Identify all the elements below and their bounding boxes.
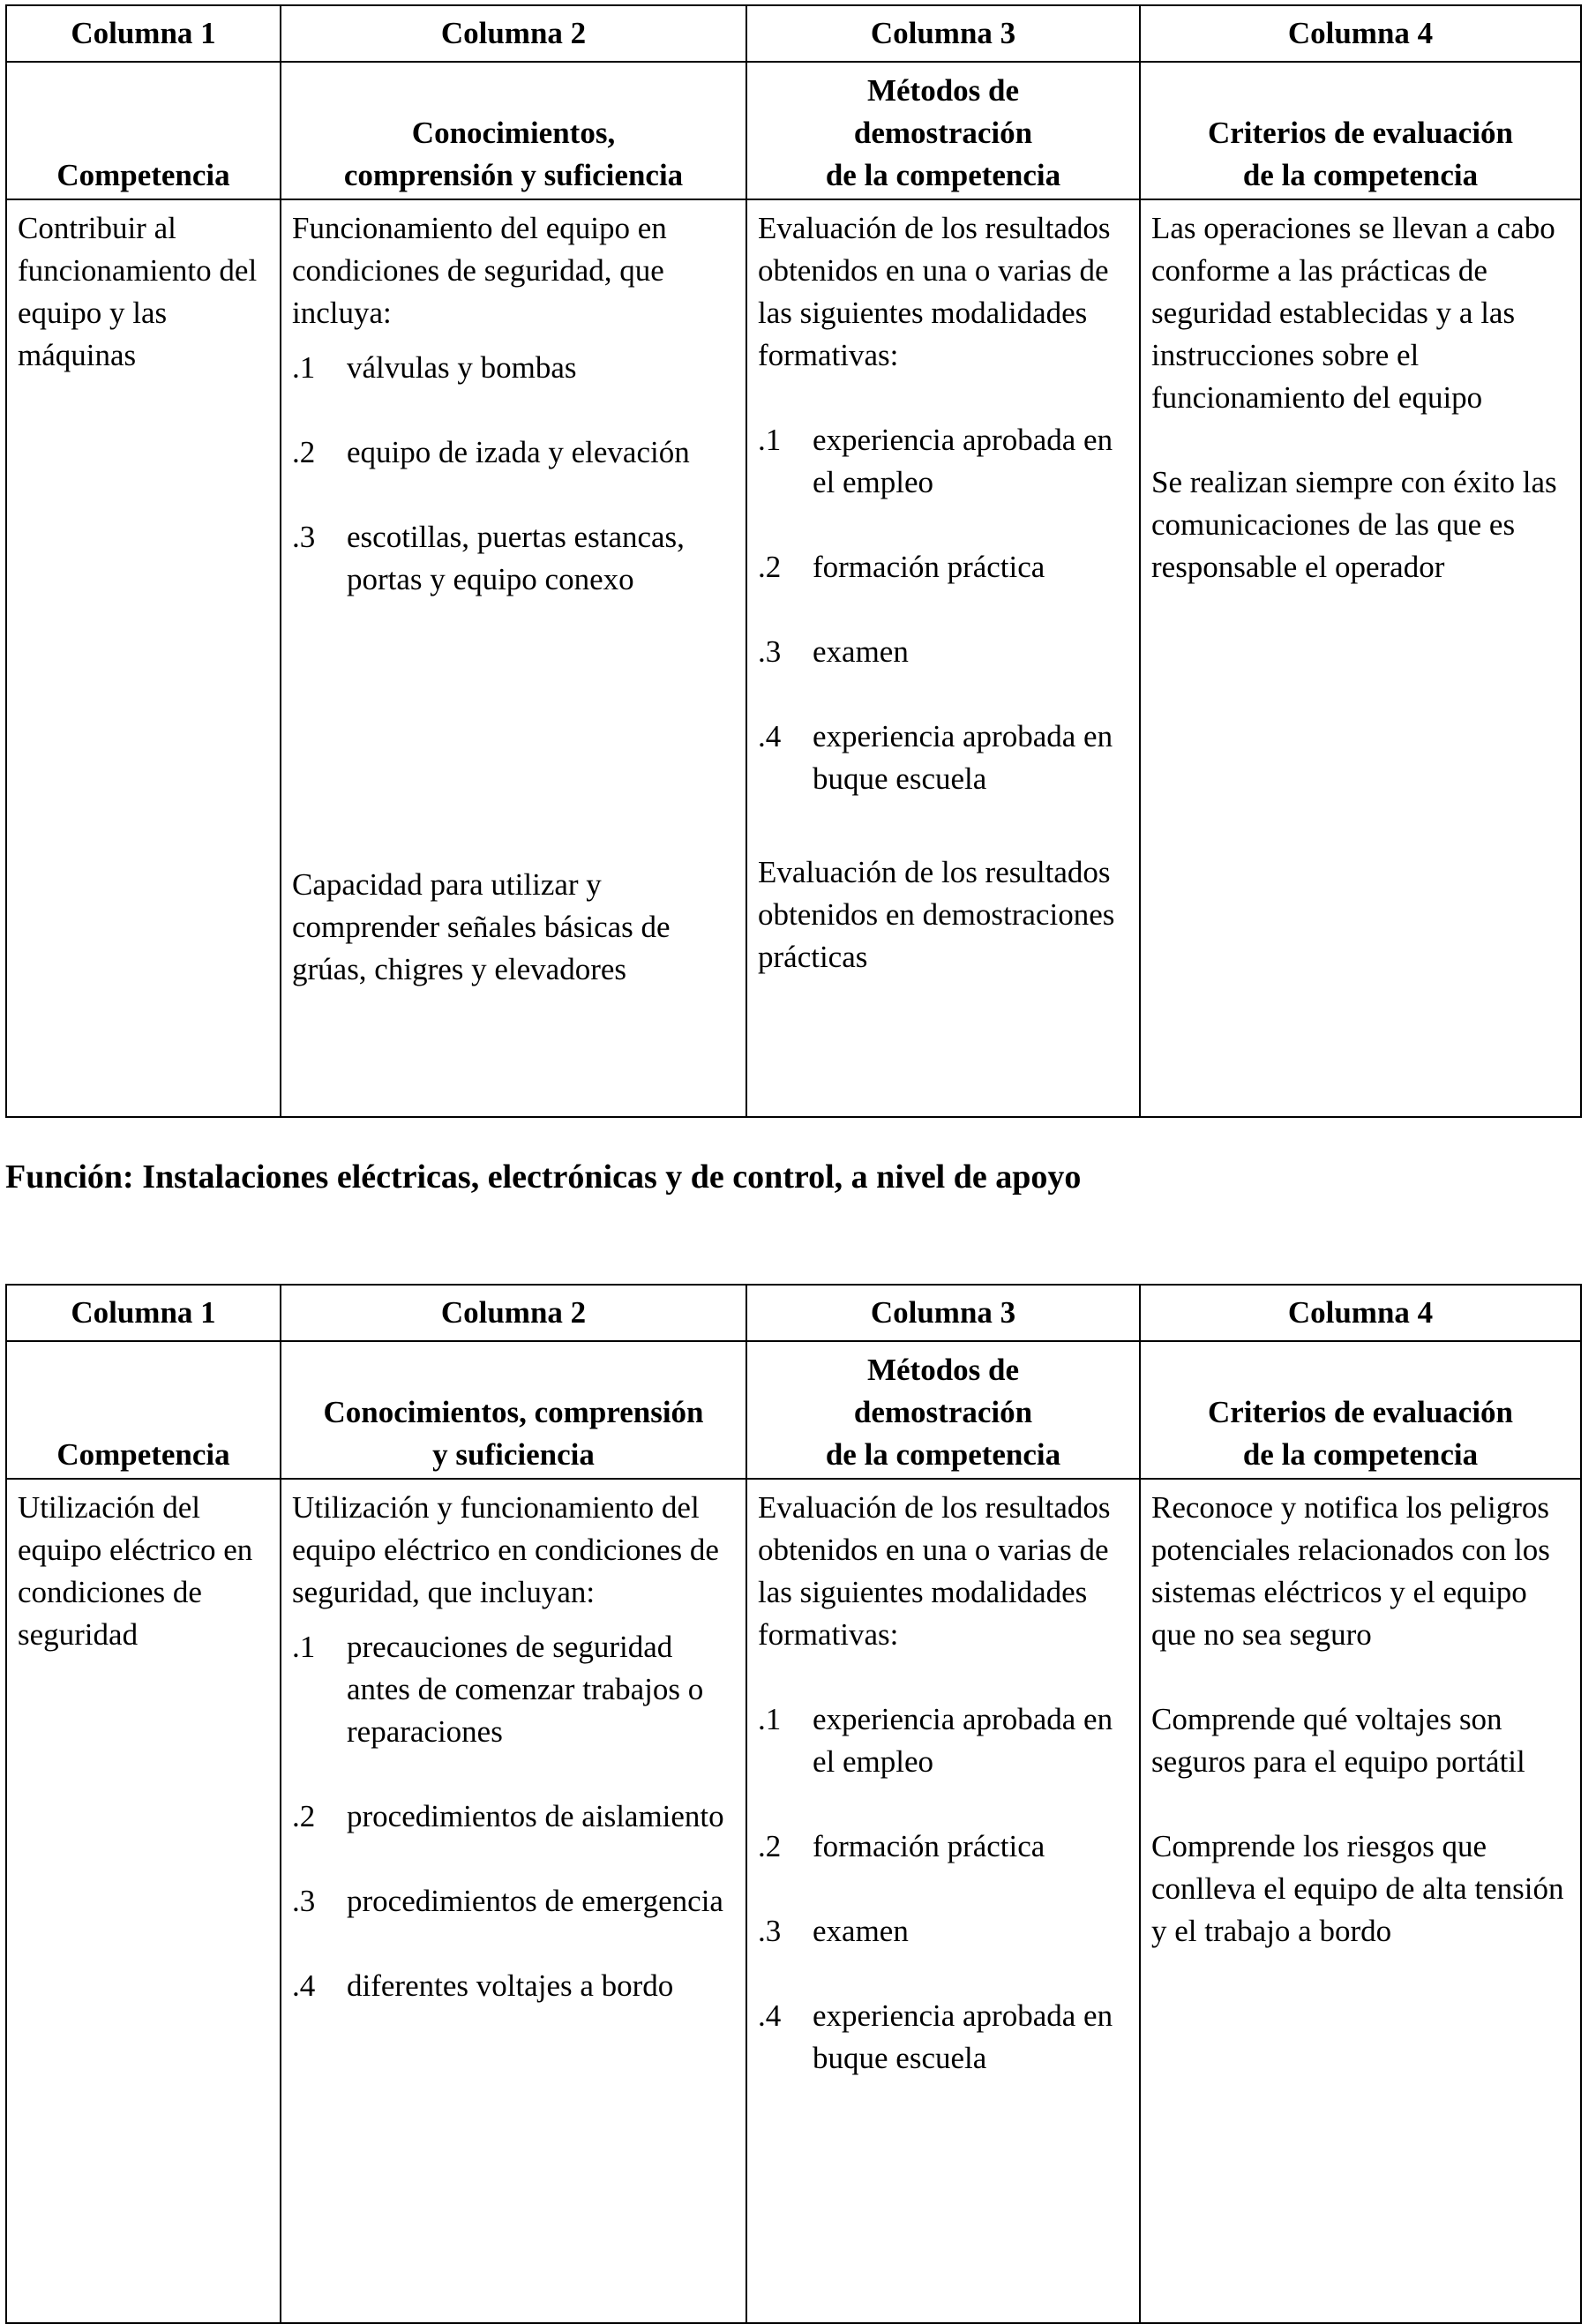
list-item	[292, 1795, 738, 1838]
knowledge-intro: Funcionamiento del equipo en condiciones de seguridad, que incluya:	[292, 211, 667, 330]
table-row	[6, 1479, 1581, 2323]
item-number: .3	[292, 1884, 316, 1918]
item-text: experiencia aprobada en buque escuela	[813, 719, 1113, 796]
list-item	[758, 546, 1132, 588]
criteria-paragraph: Comprende qué voltajes son seguros para el equipo portátil	[1151, 1702, 1525, 1779]
column-header-2: Columna 2	[281, 1285, 746, 1341]
list-item	[292, 431, 738, 474]
item-text: diferentes voltajes a bordo	[347, 1968, 674, 2003]
list-item	[758, 1825, 1132, 1868]
competence-cell	[6, 1479, 281, 2323]
column-header-4: Columna 4	[1140, 1285, 1581, 1341]
table-header-row	[6, 1285, 1581, 1341]
competence-text: Utilización del equipo eléctrico en condiciones de seguridad	[18, 1490, 253, 1652]
column-header-1: Columna 1	[6, 1285, 281, 1341]
methods-cell	[746, 199, 1140, 1117]
column-header-3: Columna 3	[746, 1285, 1140, 1341]
list-item	[292, 1880, 738, 1923]
item-number: .3	[292, 520, 316, 554]
methods-intro: Evaluación de los resultados obtenidos en una o varias de las siguientes modalidades formativas:	[758, 211, 1111, 372]
competence-table-1	[5, 4, 1582, 1118]
item-number: .4	[292, 1968, 316, 2003]
item-text: experiencia aprobada en el empleo	[813, 1702, 1113, 1779]
competence-cell	[6, 199, 281, 1117]
list-item	[758, 716, 1132, 800]
column-header-2: Columna 2	[281, 5, 746, 62]
subheader-competencia: Competencia	[6, 1341, 281, 1479]
list-item	[758, 1698, 1132, 1783]
list-item	[758, 1995, 1132, 2080]
list-item	[292, 1626, 738, 1753]
criteria-paragraph: Las operaciones se llevan a cabo conforme a las prácticas de seguridad establecidas y a las instrucciones sobre el funcionamiento del equipo	[1151, 211, 1555, 415]
item-text: examen	[813, 634, 909, 669]
section-title: Función: Instalaciones eléctricas, electrónicas y de control, a nivel de apoyo	[5, 1158, 1082, 1196]
item-number: .2	[758, 1829, 782, 1863]
column-header-1: Columna 1	[6, 5, 281, 62]
item-text: precauciones de seguridad antes de comenzar trabajos o reparaciones	[347, 1630, 704, 1749]
table-row	[6, 199, 1581, 1117]
item-number: .1	[758, 1702, 782, 1736]
item-number: .2	[758, 550, 782, 584]
knowledge-intro: Utilización y funcionamiento del equipo eléctrico en condiciones de seguridad, que incluyan:	[292, 1490, 719, 1609]
table-header-row	[6, 5, 1581, 62]
methods-extra: Evaluación de los resultados obtenidos en demostraciones prácticas	[758, 855, 1115, 974]
item-number: .1	[292, 350, 316, 385]
item-text: procedimientos de aislamiento	[347, 1799, 724, 1833]
table-subheader-row	[6, 62, 1581, 199]
item-text: procedimientos de emergencia	[347, 1884, 723, 1918]
item-number: .3	[758, 634, 782, 669]
subheader-criterios: Criterios de evaluación de la competencia	[1140, 62, 1581, 199]
item-text: formación práctica	[813, 1829, 1045, 1863]
list-item	[292, 347, 738, 389]
item-number: .1	[758, 423, 782, 457]
list-item	[292, 1965, 738, 2007]
methods-cell	[746, 1479, 1140, 2323]
list-item	[758, 631, 1132, 673]
table-subheader-row	[6, 1341, 1581, 1479]
list-item	[292, 516, 738, 601]
item-text: equipo de izada y elevación	[347, 435, 690, 469]
item-number: .2	[292, 435, 316, 469]
methods-intro: Evaluación de los resultados obtenidos en una o varias de las siguientes modalidades formativas:	[758, 1490, 1111, 1652]
list-item	[758, 419, 1132, 504]
item-number: .1	[292, 1630, 316, 1664]
subheader-conocimientos: Conocimientos, comprensión y suficiencia	[281, 62, 746, 199]
criteria-cell	[1140, 199, 1581, 1117]
subheader-competencia: Competencia	[6, 62, 281, 199]
subheader-metodos: Métodos de demostración de la competencia	[746, 62, 1140, 199]
knowledge-cell	[281, 1479, 746, 2323]
knowledge-cell	[281, 199, 746, 1117]
list-item	[758, 1910, 1132, 1953]
item-text: examen	[813, 1914, 909, 1948]
competence-text: Contribuir al funcionamiento del equipo y las máquinas	[18, 211, 258, 372]
subheader-metodos: Métodos de demostración de la competencia	[746, 1341, 1140, 1479]
subheader-criterios: Criterios de evaluación de la competencia	[1140, 1341, 1581, 1479]
criteria-cell	[1140, 1479, 1581, 2323]
item-text: válvulas y bombas	[347, 350, 577, 385]
item-number: .3	[758, 1914, 782, 1948]
item-text: experiencia aprobada en el empleo	[813, 423, 1113, 499]
subheader-conocimientos: Conocimientos, comprensión y suficiencia	[281, 1341, 746, 1479]
criteria-paragraph: Se realizan siempre con éxito las comunicaciones de las que es responsable el operador	[1151, 465, 1557, 584]
column-header-4: Columna 4	[1140, 5, 1581, 62]
criteria-paragraph: Reconoce y notifica los peligros potenciales relacionados con los sistemas eléctricos y el equipo que no sea seguro	[1151, 1490, 1550, 1652]
competence-table-2	[5, 1284, 1582, 2324]
item-number: .4	[758, 1998, 782, 2033]
item-text: escotillas, puertas estancas, portas y equipo conexo	[347, 520, 685, 596]
criteria-paragraph: Comprende los riesgos que conlleva el equipo de alta tensión y el trabajo a bordo	[1151, 1829, 1564, 1948]
item-text: formación práctica	[813, 550, 1045, 584]
item-number: .2	[292, 1799, 316, 1833]
knowledge-extra: Capacidad para utilizar y comprender señales básicas de grúas, chigres y elevadores	[292, 867, 671, 986]
column-header-3: Columna 3	[746, 5, 1140, 62]
item-text: experiencia aprobada en buque escuela	[813, 1998, 1113, 2075]
item-number: .4	[758, 719, 782, 753]
